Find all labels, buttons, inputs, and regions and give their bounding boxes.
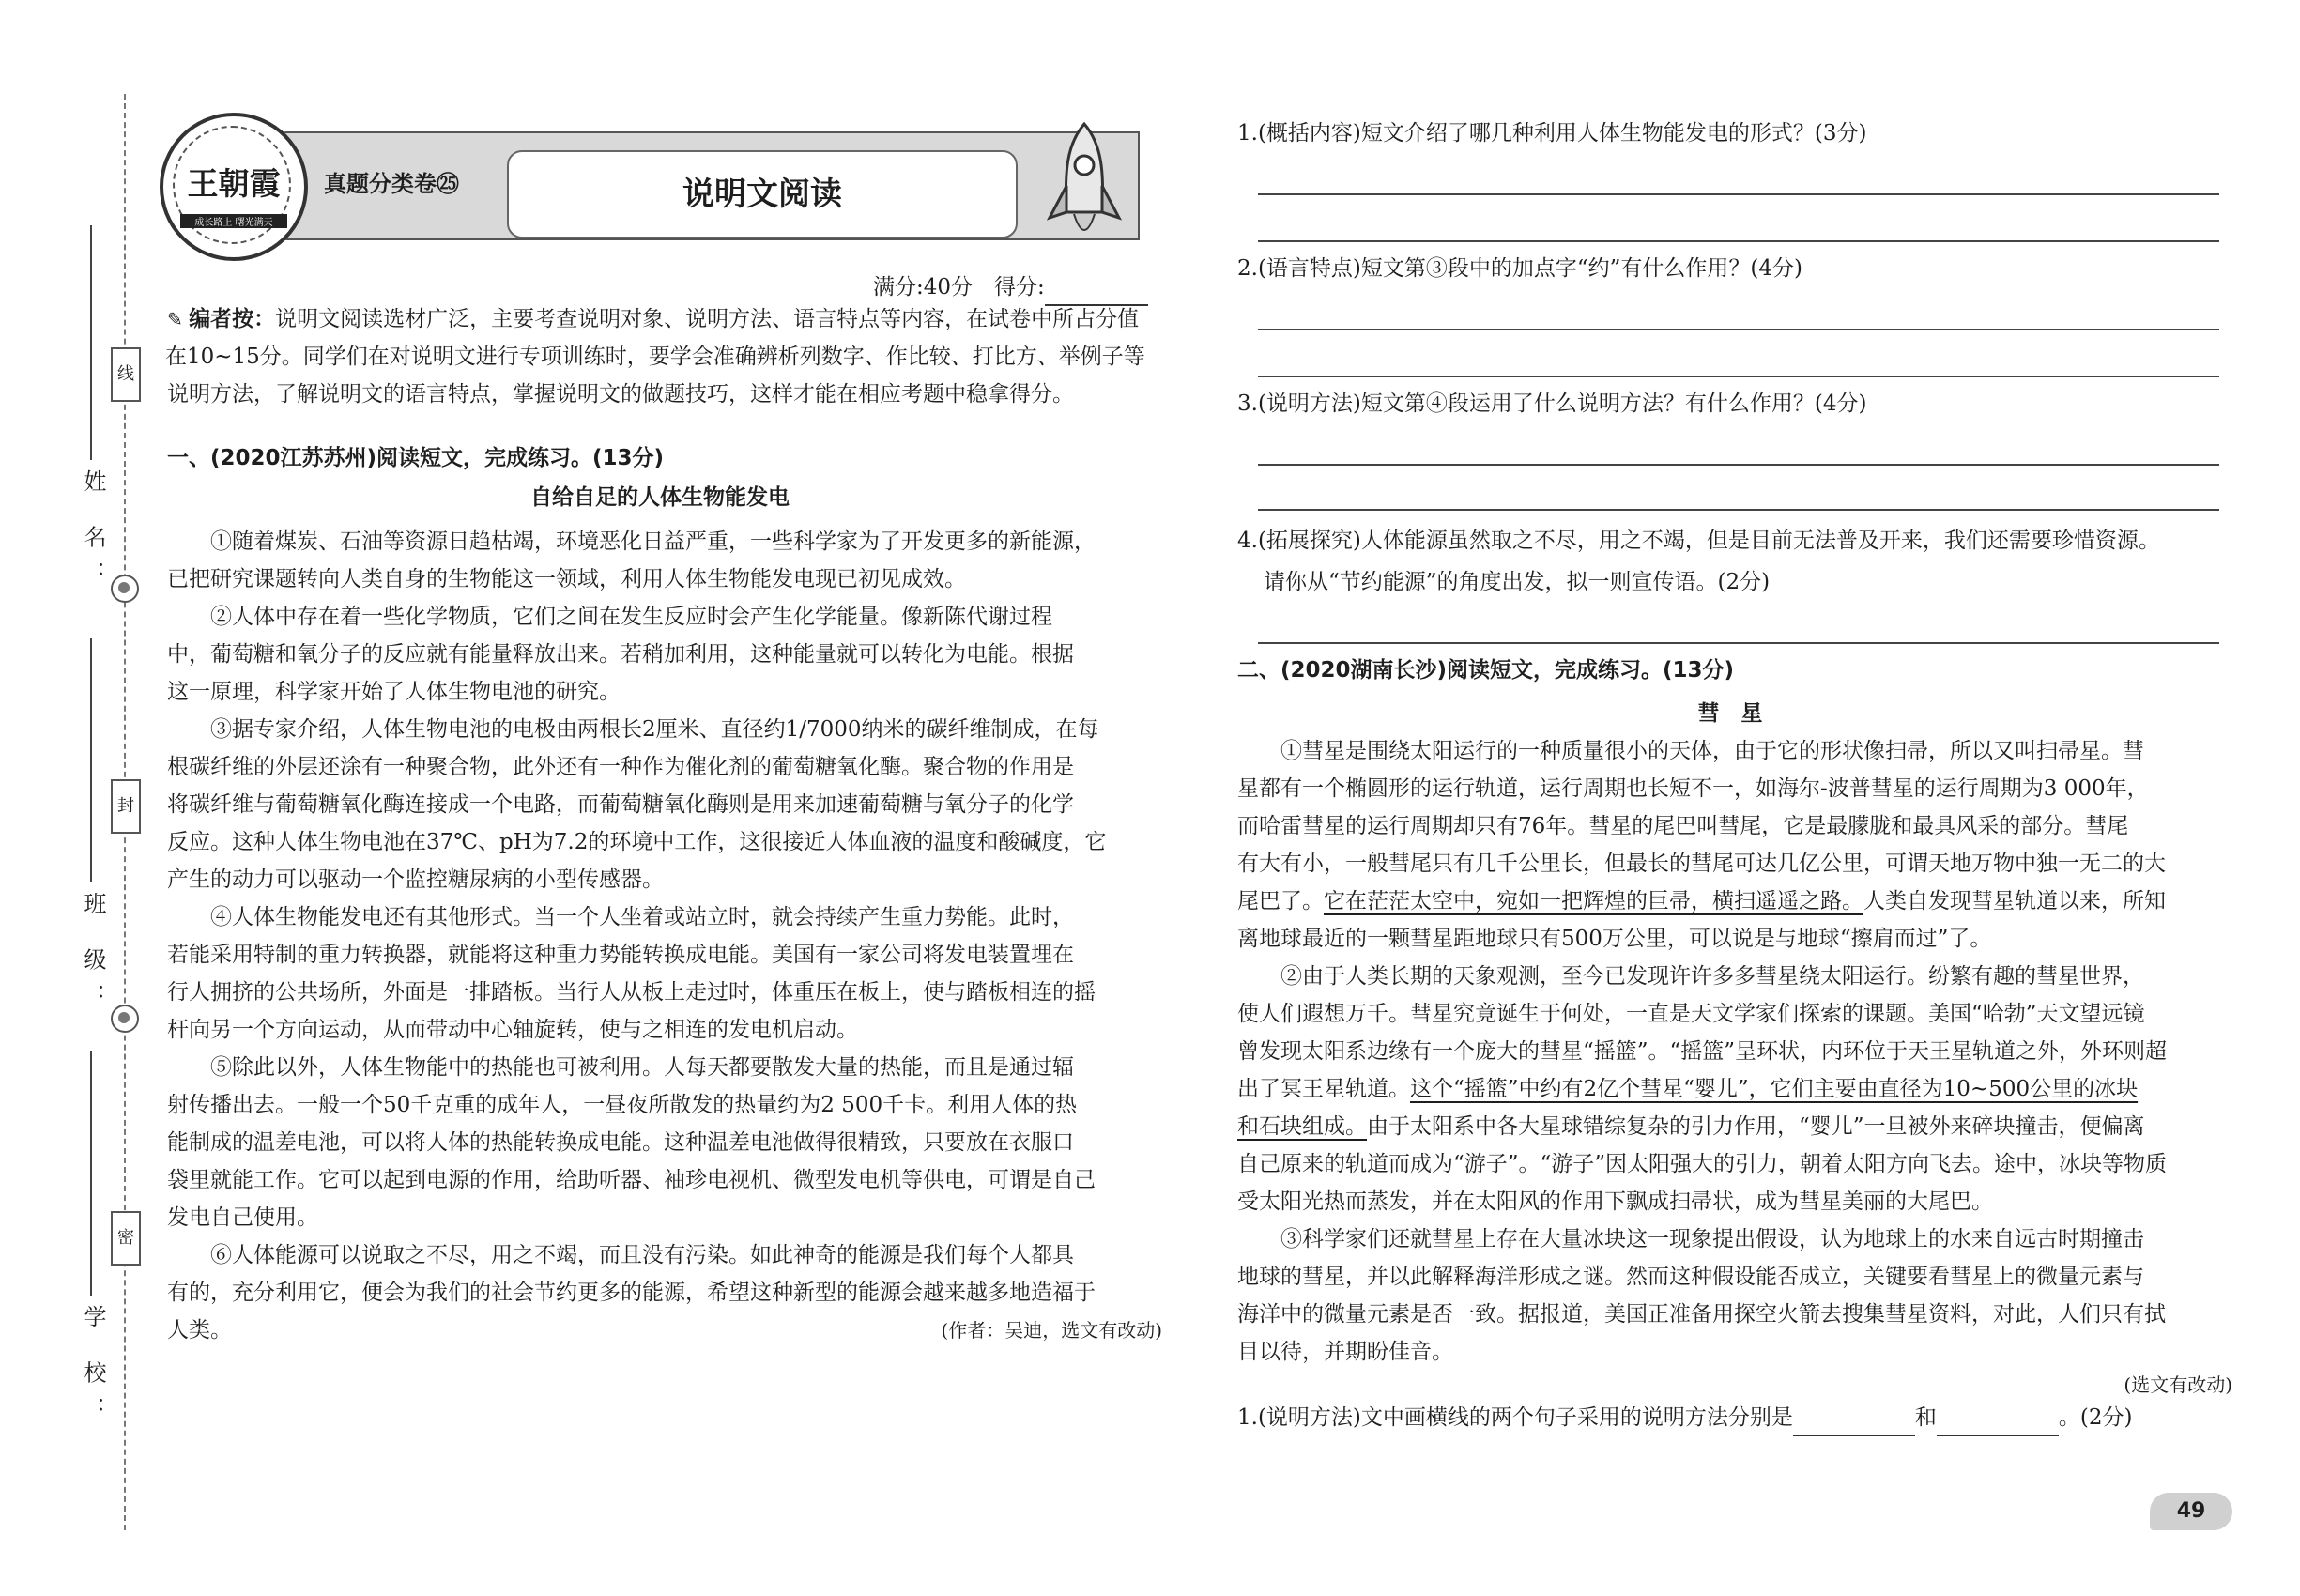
answer-line[interactable] <box>1258 193 2219 195</box>
passage-line: 产生的动力可以驱动一个监控糖尿病的小型传感器。 <box>167 867 664 892</box>
logo-seal-icon <box>160 113 308 261</box>
section1-title: 自给自足的人体生物能发电 <box>530 485 790 510</box>
question-2: 2.(语言特点)短文第③段中的加点字“约”有什么作用？(4分) <box>1237 256 1802 281</box>
passage-line: ④人体生物能发电还有其他形式。当一个人坐着或站立时，就会持续产生重力势能。此时， <box>210 905 1074 929</box>
binding-hole-icon <box>111 575 139 603</box>
editor-note <box>167 300 1153 413</box>
cut-mark-secret: 密 <box>111 1211 141 1266</box>
answer-line[interactable] <box>1258 329 2219 330</box>
class-blank[interactable] <box>90 638 92 882</box>
editor-note-line: 在10~15分。同学们在对说明文进行专项训练时，要学会准确辨析列数字、作比较、打比方、举例子等 <box>165 345 1145 369</box>
question-text: 1.(说明方法)文中画横线的两个句子采用的说明方法分别是 <box>1237 1405 1793 1430</box>
answer-blank[interactable] <box>1937 1412 2059 1436</box>
passage-line: 袋里就能工作。它可以起到电源的作用，给助听器、袖珍电视机、微型发电机等供电，可谓是自己 <box>167 1168 1096 1192</box>
answer-line[interactable] <box>1258 509 2219 511</box>
editor-note-text: 说明文阅读选材广泛，主要考查说明对象、说明方法、语言特点等内容，在试卷中所占分值 <box>275 307 1140 331</box>
underlined-sentence: 这个“摇篮”中约有2亿个彗星“婴儿”，它们主要由直径为10~500公里的冰块 <box>1410 1077 2139 1101</box>
rocket-icon <box>1033 118 1136 250</box>
passage-line: 若能采用特制的重力转换器，就能将这种重力势能转换成电能。美国有一家公司将发电装置埋在 <box>167 943 1074 967</box>
passage-line: 有大有小，一般彗尾只有几千公里长，但最长的彗尾可达几亿公里，可谓天地万物中独一无二的大 <box>1237 852 2166 876</box>
question-4: 4.(拓展探究)人体能源虽然取之不尽，用之不竭，但是目前无法普及开来，我们还需要珍惜资源。 <box>1237 529 2160 553</box>
page-title: 说明文阅读 <box>682 176 842 213</box>
pencil-icon: ✎ <box>167 308 190 330</box>
passage-line <box>1237 1108 2232 1145</box>
logo-text: 王朝霞 <box>187 165 281 202</box>
class-label: 班 级： <box>80 892 106 1020</box>
passage-line: ⑥人体能源可以说取之不尽，用之不竭，而且没有污染。如此神奇的能源是我们每个人都具 <box>210 1243 1074 1267</box>
passage-line: 杆向另一个方向运动，从而带动中心轴旋转，使与之相连的发电机启动。 <box>167 1018 858 1042</box>
passage-line: ③据专家介绍，人体生物电池的电极由两根长2厘米、直径约1/7000纳米的碳纤维制成，在每 <box>210 717 1099 742</box>
passage-line: 这一原理，科学家开始了人体生物电池的研究。 <box>167 680 621 704</box>
passage-line: ①随着煤炭、石油等资源日趋枯竭，环境恶化日益严重，一些科学家为了开发更多的新能源， <box>210 529 1096 554</box>
passage-line: ⑤除此以外，人体生物能中的热能也可被利用。人每天都要散发大量的热能，而且是通过辐 <box>210 1055 1074 1080</box>
underlined-sentence: 它在茫茫太空中，宛如一把辉煌的巨帚，横扫遥遥之路。 <box>1324 889 1863 913</box>
score-label: 满分:40分 得分: <box>873 275 1045 299</box>
passage-line-end: 人类。 <box>167 1318 232 1343</box>
editor-note-line <box>167 300 1153 338</box>
passage-line: 海洋中的微量元素是否一致。据报道，美国正准备用探空火箭去搜集彗星资料，对此，人们只有拭 <box>1237 1302 2166 1327</box>
passage-line: 自己原来的轨道而成为“游子”。“游子”因太阳强大的引力，朝着太阳方向飞去。途中，冰块等物质 <box>1237 1152 2168 1176</box>
cut-mark-line: 线 <box>111 347 141 402</box>
passage-line: 有的，充分利用它，便会为我们的社会节约更多的能源，希望这种新型的能源会越来越多地造福于 <box>167 1281 1096 1305</box>
passage-text: 尾巴了。 <box>1237 889 1324 913</box>
name-label: 姓 名： <box>80 469 106 597</box>
passage-line: 离地球最近的一颗彗星距地球只有500万公里，可以说是与地球“擦肩而过”了。 <box>1237 927 1992 951</box>
passage-line: 目以待，并期盼佳音。 <box>1237 1340 1453 1364</box>
passage-line: ①彗星是围绕太阳运行的一种质量很小的天体，由于它的形状像扫帚，所以又叫扫帚星。彗 <box>1280 739 2144 763</box>
cut-mark-seal: 封 <box>111 779 141 834</box>
underlined-sentence: 和石块组成。 <box>1237 1114 1367 1139</box>
passage-line: 能制成的温差电池，可以将人体的热能转换成电能。这种温差电池做得很精致，只要放在衣服口 <box>167 1130 1074 1155</box>
series-label: 真题分类卷㉕ <box>324 171 459 197</box>
passage-text: 人类自发现彗星轨道以来，所知 <box>1863 889 2166 913</box>
passage-line: 行人拥挤的公共场所，外面是一排踏板。当行人从板上走过时，体重压在板上，使与踏板相连的摇 <box>167 980 1096 1005</box>
school-blank[interactable] <box>90 1051 92 1296</box>
answer-line[interactable] <box>1258 240 2219 242</box>
logo-slogan: 成长路上 曙光满天 <box>180 214 287 228</box>
answer-line[interactable] <box>1258 376 2219 377</box>
passage-line: ③科学家们还就彗星上存在大量冰块这一现象提出假设，认为地球上的水来自远古时期撞击 <box>1280 1227 2144 1251</box>
section2-title: 彗 星 <box>1697 701 1763 726</box>
passage-line <box>167 1312 1162 1349</box>
passage-line: 受太阳光热而蒸发，并在太阳风的作用下飘成扫帚状，成为彗星美丽的大尾巴。 <box>1237 1189 1993 1214</box>
source-note: (选文有改动) <box>2124 1373 2232 1396</box>
passage-line: 星都有一个椭圆形的运行轨道，运行周期也长短不一，如海尔-波普彗星的运行周期为3 000年， <box>1237 776 2149 801</box>
passage-line: 将碳纤维与葡萄糖氧化酶连接成一个电路，而葡萄糖氧化酶则是用来加速葡萄糖与氧分子的化学 <box>167 792 1074 817</box>
answer-line[interactable] <box>1258 464 2219 466</box>
passage-line: 曾发现太阳系边缘有一个庞大的彗星“摇篮”。“摇篮”呈环状，内环位于天王星轨道之外，外环则超 <box>1237 1039 2168 1064</box>
question-text: 。(2分) <box>2058 1405 2133 1430</box>
section1-heading: 一、(2020江苏苏州)阅读短文，完成练习。(13分) <box>167 446 665 470</box>
passage-line: ②人体中存在着一些化学物质，它们之间在发生反应时会产生化学能量。像新陈代谢过程 <box>210 605 1052 629</box>
passage-line: 根碳纤维的外层还涂有一种聚合物，此外还有一种作为催化剂的葡萄糖氧化酶。聚合物的作用是 <box>167 755 1074 779</box>
section2-heading: 二、(2020湖南长沙)阅读短文，完成练习。(13分) <box>1237 658 1735 683</box>
question-1: 1.(概括内容)短文介绍了哪几种利用人体生物能发电的形式？(3分) <box>1237 121 1867 146</box>
passage-line: 而哈雷彗星的运行周期却只有76年。彗星的尾巴叫彗尾，它是最朦胧和最具风采的部分。彗尾 <box>1237 814 2129 838</box>
title-box <box>507 150 1018 238</box>
passage-line: ②由于人类长期的天象观测，至今已发现许许多多彗星绕太阳运行。纷繁有趣的彗星世界， <box>1280 964 2144 989</box>
question-3: 3.(说明方法)短文第④段运用了什么说明方法？有什么作用？(4分) <box>1237 391 1867 416</box>
question-4-cont: 请你从“节约能源”的角度出发，拟一则宣传语。(2分) <box>1264 570 1771 594</box>
school-label: 学 校： <box>80 1305 106 1433</box>
question-1-section2 <box>1237 1399 2232 1436</box>
passage-line: 地球的彗星，并以此解释海洋形成之谜。然而这种假设能否成立，关键要看彗星上的微量元素与 <box>1237 1265 2144 1289</box>
passage-line: 已把研究课题转向人类自身的生物能这一领域，利用人体生物能发电现已初见成效。 <box>167 567 966 591</box>
answer-line[interactable] <box>1258 642 2219 644</box>
name-blank[interactable] <box>90 225 92 460</box>
page-number: 49 <box>2176 1499 2206 1523</box>
answer-blank[interactable] <box>1793 1412 1915 1436</box>
passage-line <box>1237 1070 2232 1108</box>
passage-line <box>1237 882 2232 920</box>
passage-line: 射传播出去。一般一个50千克重的成年人，一昼夜所散发的热量约为2 500千卡。利用人体的热 <box>167 1093 1078 1117</box>
passage-text: 出了冥王星轨道。 <box>1237 1077 1410 1101</box>
editor-note-label: 编者按： <box>189 307 276 331</box>
passage-line: 反应。这种人体生物电池在37℃、pH为7.2的环境中工作，这很接近人体血液的温度和酸碱度，它 <box>167 830 1107 854</box>
page-number-badge <box>2150 1493 2232 1530</box>
passage-line: 发电自己使用。 <box>167 1205 318 1230</box>
question-text: 和 <box>1914 1405 1937 1430</box>
passage-line: 中，葡萄糖和氧分子的反应就有能量释放出来。若稍加利用，这种能量就可以转化为电能。根据 <box>167 642 1074 667</box>
source-note: (作者：吴迪，选文有改动) <box>941 1319 1162 1342</box>
passage-line: 使人们遐想万千。彗星究竟诞生于何处，一直是天文学家们探索的课题。美国“哈勃”天文望远镜 <box>1237 1002 2145 1026</box>
passage-text: 由于太阳系中各大星球错综复杂的引力作用，“婴儿”一旦被外来碎块撞击，便偏离 <box>1367 1114 2145 1139</box>
binding-hole-icon <box>111 1005 139 1033</box>
section1-passage <box>167 523 1162 1349</box>
section2-passage <box>1237 732 2232 1436</box>
editor-note-line: 说明方法，了解说明文的语言特点，掌握说明文的做题技巧，这样才能在相应考题中稳拿得分。 <box>167 382 1074 407</box>
